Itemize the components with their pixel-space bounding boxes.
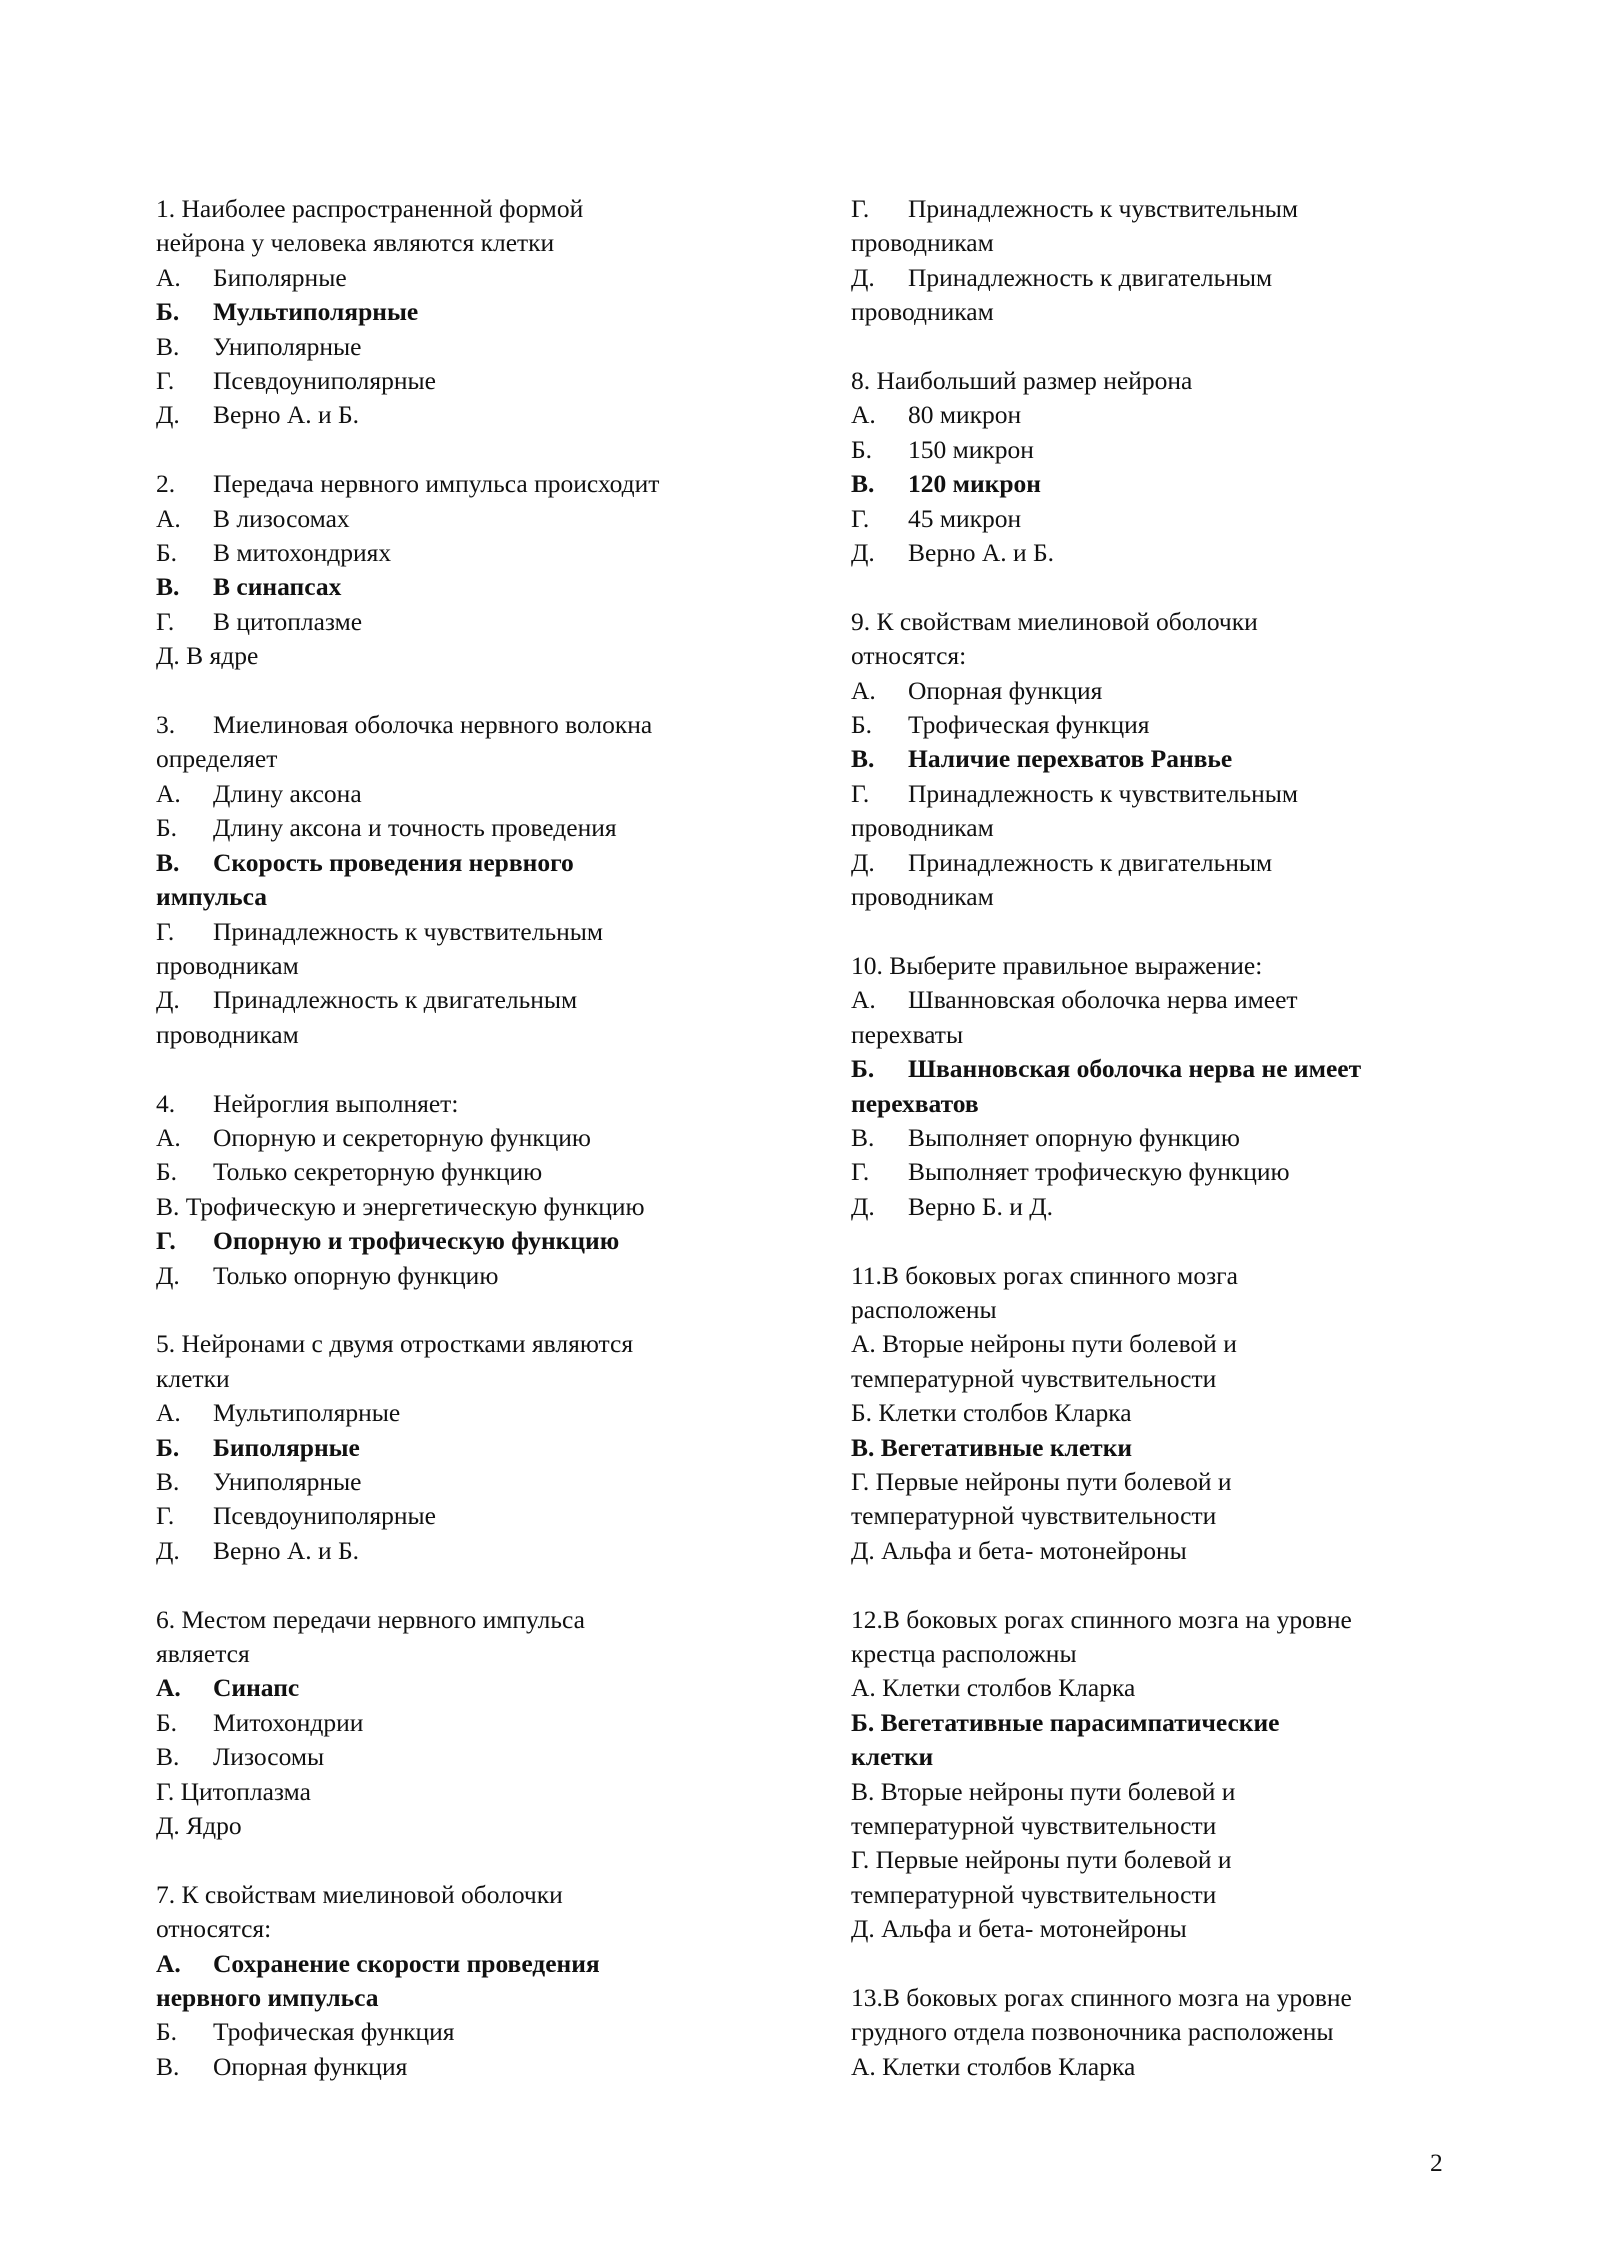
question-line — [851, 364, 1451, 398]
line-text: Биполярные — [213, 262, 347, 292]
question-line — [156, 1637, 766, 1671]
line-text: относятся: — [156, 1914, 272, 1944]
option-letter: Д. — [851, 262, 875, 292]
line-text: Мультиполярные — [213, 297, 419, 327]
line-text: проводникам — [851, 297, 994, 327]
option-letter: 4. — [156, 1088, 176, 1118]
question-line — [156, 742, 766, 776]
line-text: Верно А. и Б. — [213, 400, 360, 430]
line-text: В митохондриях — [213, 538, 392, 568]
question-line — [156, 1155, 766, 1189]
question-block — [156, 192, 766, 433]
question-line — [851, 1912, 1451, 1946]
line-text: Принадлежность к двигательным — [908, 847, 1273, 877]
question-block — [156, 1327, 766, 1568]
option-letter: А. — [156, 503, 181, 533]
line-text: клетки — [156, 1363, 230, 1393]
line-text: Скорость проведения нервного — [213, 847, 574, 877]
line-text: клетки — [851, 1742, 934, 1772]
line-text: Псевдоуниполярные — [213, 366, 436, 396]
option-letter: Г. — [156, 1501, 175, 1531]
question-line — [851, 605, 1451, 639]
line-text: 10. Выберите правильное выражение: — [851, 950, 1263, 980]
line-text: Длину аксона и точность проведения — [213, 813, 617, 843]
question-line — [851, 536, 1451, 570]
question-line — [156, 1878, 766, 1912]
line-text: температурной чувствительности — [851, 1501, 1217, 1531]
option-letter: Д. — [156, 1260, 180, 1290]
line-text: Наличие перехватов Ранвье — [908, 744, 1233, 774]
line-text: Длину аксона — [213, 778, 362, 808]
correct-answer-line — [851, 1087, 1451, 1121]
option-letter: А. — [851, 675, 876, 705]
question-block — [851, 1981, 1451, 2084]
line-text: 12.В боковых рогах спинного мозга на уровне — [851, 1604, 1352, 1634]
line-text: Псевдоуниполярные — [213, 1501, 436, 1531]
line-text: А. Клетки столбов Кларка — [851, 2051, 1136, 2081]
line-text: Трофическая функция — [908, 710, 1150, 740]
question-line — [156, 226, 766, 260]
option-letter: Д. — [156, 400, 180, 430]
option-letter: А. — [156, 778, 181, 808]
line-text: расположены — [851, 1294, 997, 1324]
line-text: В. Трофическую и энергетическую функцию — [156, 1191, 645, 1221]
question-line — [851, 811, 1451, 845]
line-text: температурной чувствительности — [851, 1363, 1217, 1393]
question-line — [851, 2050, 1451, 2084]
line-text: крестца расположны — [851, 1638, 1077, 1668]
line-text: Нейроглия выполняет: — [213, 1088, 459, 1118]
line-text: Г. Первые нейроны пути болевой и — [851, 1466, 1232, 1496]
question-line — [851, 261, 1451, 295]
question-line — [156, 1087, 766, 1121]
line-text: нервного импульса — [156, 1983, 379, 2013]
line-text: Б. Вегетативные парасимпатические — [851, 1707, 1280, 1737]
option-letter: В. — [851, 1122, 875, 1152]
line-text: Г. Цитоплазма — [156, 1776, 311, 1806]
option-letter: А. — [156, 262, 181, 292]
line-text: 5. Нейронами с двумя отростками являются — [156, 1329, 634, 1359]
line-text: Лизосомы — [213, 1742, 325, 1772]
line-text: Верно А. и Б. — [908, 538, 1055, 568]
line-text: Принадлежность к двигательным — [213, 985, 578, 1015]
left-column — [156, 192, 766, 2119]
question-line — [156, 811, 766, 845]
line-text: Принадлежность к чувствительным — [213, 916, 604, 946]
correct-answer-line — [156, 846, 766, 880]
line-text: 9. К свойствам миелиновой оболочки — [851, 606, 1258, 636]
question-block — [851, 605, 1451, 915]
question-line — [851, 983, 1451, 1017]
correct-answer-line — [156, 1224, 766, 1258]
line-text: 13.В боковых рогах спинного мозга на уровне — [851, 1983, 1352, 2013]
line-text: проводникам — [851, 228, 994, 258]
line-text: перехваты — [851, 1019, 964, 1049]
question-line — [851, 639, 1451, 673]
option-letter: В. — [156, 1742, 180, 1772]
question-line — [156, 915, 766, 949]
question-line — [851, 295, 1451, 329]
question-line — [156, 330, 766, 364]
question-line — [851, 674, 1451, 708]
question-line — [851, 1637, 1451, 1671]
option-letter: Д. — [851, 1191, 875, 1221]
line-text: 7. К свойствам миелиновой оболочки — [156, 1879, 563, 1909]
question-line — [851, 502, 1451, 536]
line-text: грудного отдела позвоночника расположены — [851, 2017, 1334, 2047]
line-text: проводникам — [156, 950, 299, 980]
line-text: А. Вторые нейроны пути болевой и — [851, 1329, 1237, 1359]
line-text: 80 микрон — [908, 400, 1022, 430]
question-line — [156, 502, 766, 536]
line-text: Опорная функция — [908, 675, 1103, 705]
option-letter: Г. — [156, 366, 175, 396]
option-letter: Б. — [156, 2017, 178, 2047]
question-line — [851, 1259, 1451, 1293]
question-line — [156, 364, 766, 398]
question-line — [851, 1534, 1451, 1568]
question-block — [851, 364, 1451, 570]
question-line — [851, 1809, 1451, 1843]
question-line — [156, 1190, 766, 1224]
question-line — [156, 777, 766, 811]
line-text: относятся: — [851, 641, 967, 671]
line-text: Выполняет трофическую функцию — [908, 1157, 1290, 1187]
question-line — [156, 1327, 766, 1361]
option-letter: Б. — [851, 434, 873, 464]
option-letter: А. — [156, 1948, 181, 1978]
question-line — [156, 983, 766, 1017]
option-letter: Г. — [156, 606, 175, 636]
option-letter: Б. — [156, 1707, 178, 1737]
question-block — [851, 192, 1451, 330]
question-line — [851, 1775, 1451, 1809]
line-text: 8. Наибольший размер нейрона — [851, 366, 1193, 396]
correct-answer-line — [156, 1981, 766, 2015]
line-text: Опорную и трофическую функцию — [213, 1226, 620, 1256]
line-text: 150 микрон — [908, 434, 1034, 464]
line-text: Принадлежность к чувствительным — [908, 194, 1299, 223]
line-text: Д. Альфа и бета- мотонейроны — [851, 1914, 1187, 1944]
question-line — [851, 1362, 1451, 1396]
question-line — [851, 1878, 1451, 1912]
line-text: температурной чувствительности — [851, 1879, 1217, 1909]
question-line — [851, 1465, 1451, 1499]
line-text: определяет — [156, 744, 278, 774]
line-text: Только секреторную функцию — [213, 1157, 543, 1187]
question-block — [156, 1878, 766, 2084]
line-text: В лизосомах — [213, 503, 350, 533]
line-text: Д. Ядро — [156, 1811, 242, 1841]
line-text: проводникам — [156, 1019, 299, 1049]
question-line — [851, 1121, 1451, 1155]
question-line — [851, 949, 1451, 983]
question-line — [156, 949, 766, 983]
option-letter: Б. — [156, 1157, 178, 1187]
line-text: Б. Клетки столбов Кларка — [851, 1398, 1132, 1428]
question-block — [156, 467, 766, 673]
question-line — [851, 846, 1451, 880]
question-line — [156, 261, 766, 295]
question-block — [156, 1087, 766, 1293]
line-text: Принадлежность к чувствительным — [908, 778, 1299, 808]
question-line — [851, 2015, 1451, 2049]
line-text: Миелиновая оболочка нервного волокна — [213, 710, 653, 740]
line-text: нейрона у человека являются клетки — [156, 228, 555, 258]
question-line — [156, 192, 766, 226]
line-text: перехватов — [851, 1088, 979, 1118]
question-line — [156, 536, 766, 570]
line-text: является — [156, 1638, 250, 1668]
option-letter: Б. — [851, 710, 873, 740]
question-line — [851, 1396, 1451, 1430]
correct-answer-line — [156, 880, 766, 914]
line-text: Передача нервного импульса происходит — [213, 469, 660, 499]
correct-answer-line — [851, 467, 1451, 501]
question-block — [851, 949, 1451, 1224]
line-text: 45 микрон — [908, 503, 1022, 533]
line-text: Верно А. и Б. — [213, 1535, 360, 1565]
option-letter: В. — [156, 847, 180, 877]
option-letter: Д. — [156, 1535, 180, 1565]
line-text: Митохондрии — [213, 1707, 364, 1737]
question-line — [851, 1499, 1451, 1533]
line-text: Д. Альфа и бета- мотонейроны — [851, 1535, 1187, 1565]
line-text: Верно Б. и Д. — [908, 1191, 1054, 1221]
line-text: В. Вегетативные клетки — [851, 1432, 1133, 1462]
option-letter: Г. — [851, 778, 870, 808]
question-line — [851, 398, 1451, 432]
right-column — [851, 192, 1451, 2119]
option-letter: А. — [156, 1673, 181, 1703]
option-letter: Б. — [156, 1432, 180, 1462]
option-letter: Д. — [851, 847, 875, 877]
line-text: Д. В ядре — [156, 641, 259, 671]
line-text: Г. Первые нейроны пути болевой и — [851, 1845, 1232, 1875]
question-line — [156, 1499, 766, 1533]
line-text: 120 микрон — [908, 469, 1042, 499]
question-line — [851, 880, 1451, 914]
line-text: Шванновская оболочка нерва не имеет — [908, 1054, 1362, 1084]
line-text: Выполняет опорную функцию — [908, 1122, 1240, 1152]
question-line — [156, 1534, 766, 1568]
question-line — [156, 2050, 766, 2084]
line-text: Сохранение скорости проведения — [213, 1948, 600, 1978]
option-letter: Д. — [851, 538, 875, 568]
question-line — [851, 1293, 1451, 1327]
question-block — [851, 1603, 1451, 1947]
line-text: Принадлежность к двигательным — [908, 262, 1273, 292]
option-letter: А. — [851, 985, 876, 1015]
option-letter: В. — [156, 572, 180, 602]
question-line — [156, 1465, 766, 1499]
question-line — [156, 1362, 766, 1396]
question-line — [851, 226, 1451, 260]
option-letter: Г. — [851, 194, 870, 223]
line-text: В цитоплазме — [213, 606, 363, 636]
question-line — [851, 1018, 1451, 1052]
line-text: Мультиполярные — [213, 1398, 401, 1428]
question-line — [156, 398, 766, 432]
question-line — [851, 1843, 1451, 1877]
option-letter: Г. — [851, 503, 870, 533]
question-line — [851, 708, 1451, 742]
line-text: 6. Местом передачи нервного импульса — [156, 1604, 585, 1634]
correct-answer-line — [156, 1947, 766, 1981]
question-line — [851, 433, 1451, 467]
option-letter: В. — [851, 469, 875, 499]
question-line — [156, 639, 766, 673]
question-line — [851, 777, 1451, 811]
option-letter: 2. — [156, 469, 176, 499]
option-letter: Г. — [851, 1157, 870, 1187]
question-line — [851, 1155, 1451, 1189]
line-text: Синапс — [213, 1673, 300, 1703]
line-text: Опорная функция — [213, 2051, 408, 2081]
line-text: проводникам — [851, 813, 994, 843]
question-line — [851, 1190, 1451, 1224]
correct-answer-line — [156, 1431, 766, 1465]
option-letter: Б. — [156, 813, 178, 843]
line-text: Только опорную функцию — [213, 1260, 499, 1290]
correct-answer-line — [851, 1052, 1451, 1086]
line-text: Шванновская оболочка нерва имеет — [908, 985, 1298, 1015]
option-letter: В. — [156, 331, 180, 361]
option-letter: Д. — [156, 985, 180, 1015]
line-text: импульса — [156, 882, 268, 912]
option-letter: Г. — [156, 916, 175, 946]
question-line — [156, 1121, 766, 1155]
option-letter: Г. — [156, 1226, 176, 1256]
line-text: А. Клетки столбов Кларка — [851, 1673, 1136, 1703]
question-block — [156, 708, 766, 1052]
option-letter: А. — [156, 1122, 181, 1152]
line-text: Униполярные — [213, 331, 362, 361]
question-line — [851, 1327, 1451, 1361]
correct-answer-line — [851, 1431, 1451, 1465]
line-text: проводникам — [851, 882, 994, 912]
question-block — [851, 1259, 1451, 1569]
line-text: В. Вторые нейроны пути болевой и — [851, 1776, 1236, 1806]
correct-answer-line — [156, 1671, 766, 1705]
question-line — [156, 1706, 766, 1740]
option-letter: А. — [851, 400, 876, 430]
question-line — [851, 192, 1451, 226]
correct-answer-line — [156, 570, 766, 604]
option-letter: Б. — [156, 297, 180, 327]
correct-answer-line — [851, 1740, 1451, 1774]
correct-answer-line — [851, 1706, 1451, 1740]
question-line — [156, 605, 766, 639]
page-number: 2 — [1430, 2148, 1443, 2177]
line-text: температурной чувствительности — [851, 1811, 1217, 1841]
question-line — [156, 1603, 766, 1637]
question-block — [156, 1603, 766, 1844]
option-letter: А. — [156, 1398, 181, 1428]
line-text: Униполярные — [213, 1466, 362, 1496]
option-letter: Б. — [851, 1054, 875, 1084]
question-line — [156, 1740, 766, 1774]
question-line — [156, 1809, 766, 1843]
line-text: Биполярные — [213, 1432, 360, 1462]
question-line — [156, 1775, 766, 1809]
question-line — [156, 708, 766, 742]
option-letter: В. — [851, 744, 875, 774]
line-text: 1. Наиболее распространенной формой — [156, 194, 584, 223]
question-line — [851, 1981, 1451, 2015]
option-letter: Б. — [156, 538, 178, 568]
line-text: В синапсах — [213, 572, 342, 602]
question-line — [156, 1018, 766, 1052]
option-letter: В. — [156, 1466, 180, 1496]
line-text: Трофическая функция — [213, 2017, 455, 2047]
line-text: 11.В боковых рогах спинного мозга — [851, 1260, 1238, 1290]
question-line — [156, 1912, 766, 1946]
correct-answer-line — [851, 742, 1451, 776]
option-letter: 3. — [156, 710, 176, 740]
question-line — [156, 467, 766, 501]
question-line — [851, 1671, 1451, 1705]
question-line — [156, 1259, 766, 1293]
question-line — [851, 1603, 1451, 1637]
question-line — [156, 2015, 766, 2049]
question-line — [156, 1396, 766, 1430]
line-text: Опорную и секреторную функцию — [213, 1122, 591, 1152]
correct-answer-line — [156, 295, 766, 329]
option-letter: В. — [156, 2051, 180, 2081]
